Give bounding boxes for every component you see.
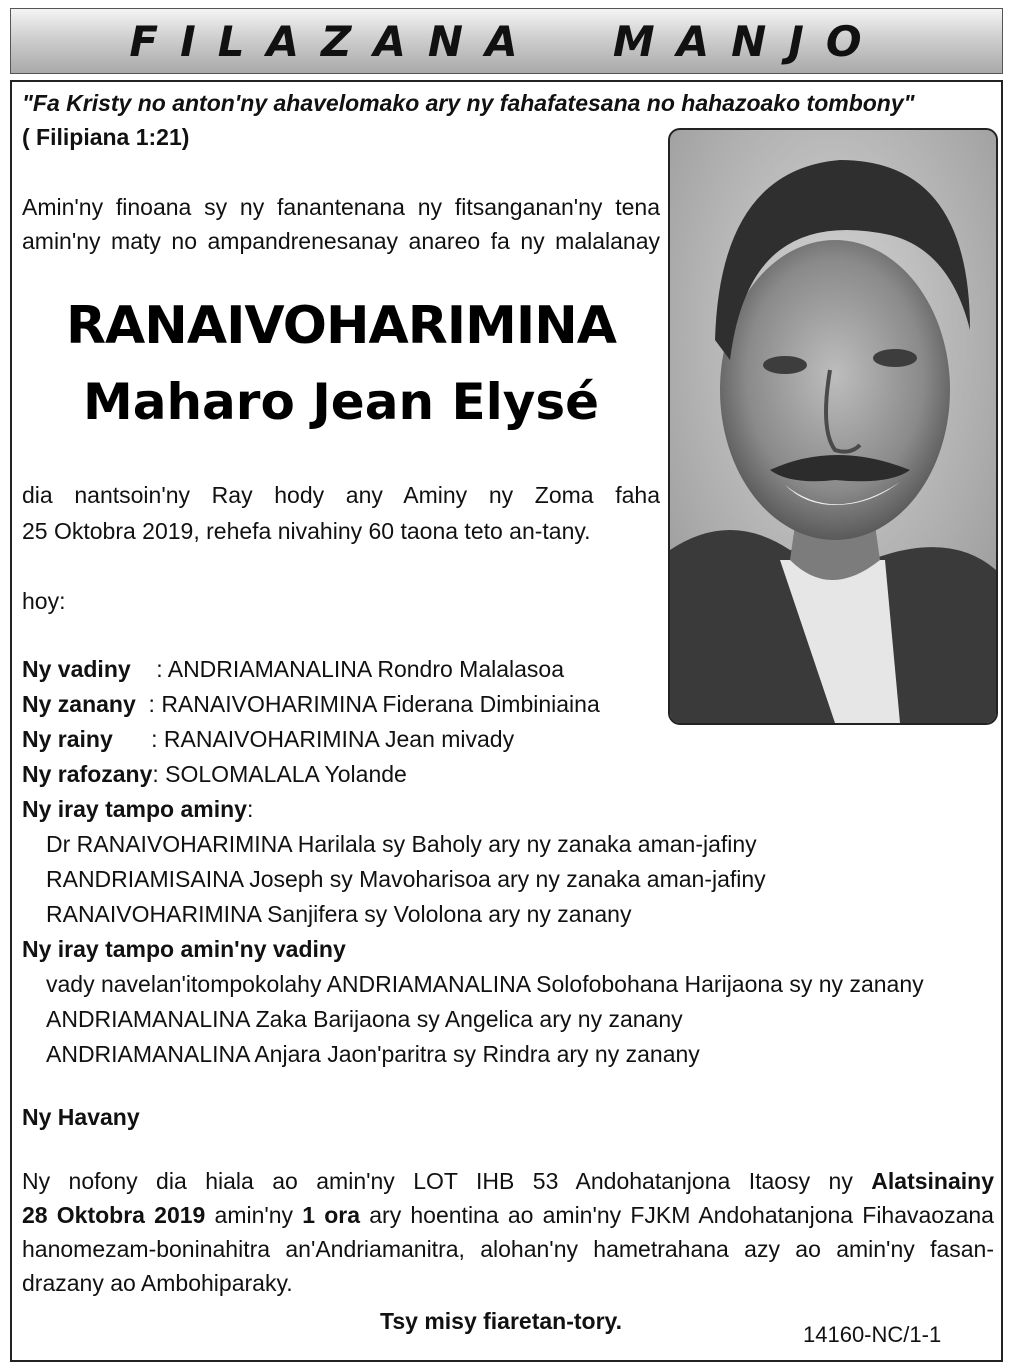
spouse-sibling-entry: ANDRIAMANALINA Anjara Jaon'paritra sy Rindra ary ny zanany <box>46 1041 700 1067</box>
relative-line-rafozany <box>22 757 407 791</box>
havany-line <box>22 1100 140 1134</box>
relative-label: Ny rafozany <box>22 761 153 787</box>
hoy-label: hoy: <box>22 588 66 614</box>
relative-line-zanany <box>22 687 600 721</box>
spouse-sibling-entry: vady navelan'itompokolahy ANDRIAMANALINA Solofobohana Harijaona sy ny zanany <box>46 971 924 997</box>
portrait-image <box>670 130 996 723</box>
relative-label: Ny zanany <box>22 691 136 717</box>
funeral-text: ary hoentina ao amin'ny FJKM Andohatanjona Fihavaozana <box>360 1202 994 1228</box>
header-banner <box>10 8 1003 74</box>
relative-label: Ny rainy <box>22 726 113 752</box>
relative-colon: : <box>246 796 254 822</box>
relative-value: : RANAIVOHARIMINA Fiderana Dimbiniaina <box>135 691 600 717</box>
death-notice <box>22 477 660 549</box>
funeral-day: Alatsinainy <box>871 1168 994 1194</box>
intro-line: Amin'ny finoana sy ny fanantenana ny fitsanganan'ny tena <box>22 194 660 220</box>
deceased-given-names: Maharo Jean Elysé <box>82 373 600 431</box>
funeral-text: Ny nofony dia hiala ao amin'ny LOT IHB 53 Andohatanjona Itaosy ny <box>22 1168 872 1194</box>
relative-label: Ny iray tampo aminy <box>22 796 247 822</box>
relative-line-tampo <box>22 792 253 826</box>
closing-line: Tsy misy fiaretan-tory. <box>380 1308 623 1334</box>
relative-line-vadiny <box>22 652 564 686</box>
relative-value: : ANDRIAMANALINA Rondro Malalasoa <box>130 656 564 682</box>
deceased-portrait <box>668 128 998 725</box>
funeral-date: 28 Oktobra 2019 <box>22 1202 206 1228</box>
relative-label: Ny iray tampo amin'ny vadiny <box>22 936 346 962</box>
sibling-entry: Dr RANAIVOHARIMINA Harilala sy Baholy ary ny zanaka aman-jafiny <box>46 831 757 857</box>
relative-line-rainy <box>22 722 514 756</box>
sibling-entry: RANAIVOHARIMINA Sanjifera sy Vololona ary ny zanany <box>46 901 632 927</box>
death-notice-line: 25 Oktobra 2019, rehefa nivahiny 60 taona teto an-tany. <box>22 518 591 544</box>
relative-value: : SOLOMALALA Yolande <box>152 761 407 787</box>
relative-value: : RANAIVOHARIMINA Jean mivady <box>112 726 515 752</box>
death-notice-line: dia nantsoin'ny Ray hody any Aminy ny Zoma faha <box>22 482 660 508</box>
banner-title: FILAZANA MANJO <box>129 16 884 66</box>
relative-line-tampo-vadiny <box>22 932 346 966</box>
relative-label: Ny vadiny <box>22 656 131 682</box>
funeral-line: hanomezam-boninahitra an'Andriamanitra, alohan'ny hametrahana azy ao amin'ny fasan- <box>22 1236 994 1262</box>
sibling-entry: RANDRIAMISAINA Joseph sy Mavoharisoa ary ny zanaka aman-jafiny <box>46 866 766 892</box>
bible-reference: ( Filipiana 1:21) <box>22 124 190 150</box>
funeral-hour: 1 ora <box>302 1202 361 1228</box>
deceased-surname: RANAIVOHARIMINA <box>66 296 616 356</box>
bible-quote: "Fa Kristy no anton'ny ahavelomako ary ny fahafatesana no hahazoako tombony" <box>22 90 915 116</box>
funeral-line <box>22 1164 994 1198</box>
funeral-paragraph <box>22 1164 994 1300</box>
intro-paragraph <box>22 190 660 258</box>
relative-label: Ny Havany <box>22 1104 140 1130</box>
funeral-text: amin'ny <box>205 1202 303 1228</box>
ad-code: 14160-NC/1-1 <box>803 1322 942 1347</box>
funeral-line <box>22 1198 994 1232</box>
intro-line: amin'ny maty no ampandrenesanay anareo fa ny malalanay <box>22 228 660 254</box>
funeral-line: drazany ao Ambohiparaky. <box>22 1270 293 1296</box>
spouse-sibling-entry: ANDRIAMANALINA Zaka Barijaona sy Angelica ary ny zanany <box>46 1006 683 1032</box>
